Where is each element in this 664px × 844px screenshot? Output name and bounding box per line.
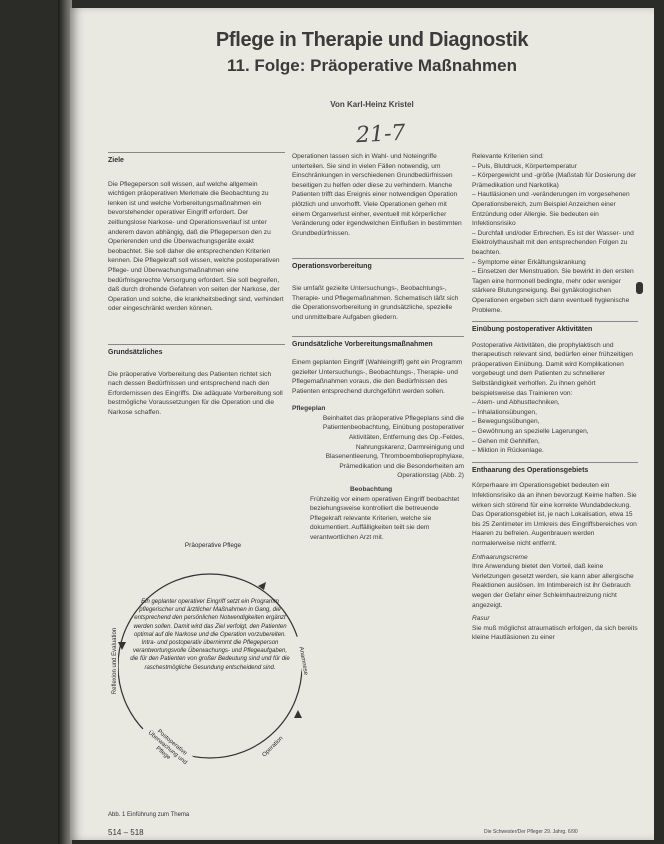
section-text-enthaarung: Körperhaare im Operationsgebiet bedeuten ein Infektionsrisiko da an ihnen bevorzugt Keime haften. Sie wirken sich störend für eine korrekte Wundabdeckung. Das Operationsgebiet ist, je nach Lokalisation, etwa 15 bis 25 Zentimeter im Umkreis des Eingriffsbereiches von Haaren zu befreien. Augenbrauen werden normalerweise nicht entfernt. (472, 482, 637, 547)
handwritten-note: 21-7 (355, 120, 407, 149)
cycle-diagram (108, 540, 313, 800)
page-number: 514 – 518 (108, 828, 144, 837)
criteria-list (472, 162, 638, 316)
list-item: – Symptome einer Erkältungskrankung (472, 258, 638, 268)
list-item: – Atem- und Abhusttechniken, (472, 398, 638, 408)
journal-footer: Die Schwester/Der Pfleger 29. Jahrg. 6/90 (484, 829, 578, 835)
section-heading-beobachtung: Beobachtung (350, 486, 393, 494)
list-item: – Inhalationsübungen, (472, 408, 638, 418)
section-text-operationsvorbereitung: Sie umfaßt gezielte Untersuchungs-, Beobachtungs-, Therapie- und Pflegemaßnahmen. Schematisch läßt sich die Operationsvorbereitung in grundsätzliche, spezielle und unmittelbare Aufgaben gliedern. (292, 284, 459, 321)
list-item: – Durchfall und/oder Erbrechen. Es ist der Wasser- und Elektrolythaushalt mit den entsprechenden Folgen zu beachten. (472, 229, 638, 258)
section-heading-grundsaetzliche-vorbereitung: Grundsätzliche Vorbereitungsmaßnahmen (292, 336, 464, 350)
cycle-arrow-2 (294, 710, 302, 718)
list-item: – Bewegungsübungen, (472, 417, 638, 427)
section-heading-pflegeplan: Pflegeplan (292, 405, 326, 413)
section-heading-einuebung: Einübung postoperativer Aktivitäten (472, 321, 638, 335)
section-heading-operationsvorbereitung: Operationsvorbereitung (292, 258, 464, 272)
list-item: – Einsetzen der Menstruation. Sie bewirkt in den ersten Tagen eine hormonell bedingte, mehr oder weniger stärkere Blutungsneigung. Bei gynäkologischen Operationen ergeben sich dann eventuell hygienische Probleme. (472, 267, 638, 315)
intro-text: Operationen lassen sich in Wahl- und Noteingriffe unterteilen. Sie sind in vielen Fällen notwendig, um Einschränkungen in verschiedenen Grundbedürfnissen beseitigen zu helfen oder diese zu verhindern. Manche Patienten trifft das Ereignis einer notwendigen Operation plötzlich und unvorhofft. Viele Operationen gehen mit einem Organverlust einher, eventuell mit körperlicher Veränderung oder irgendwelchen Einflußen in bestimmten Grundbedürfnissen. (292, 153, 462, 237)
text-rasur: Sie muß möglichst atraumatisch erfolgen, da sich bereits kleine Hautläsionen zu einer (472, 624, 638, 642)
list-item: – Hautläsionen und -veränderungen im vorgesehenen Operationsbereich, zum Beispiel Anzeichen einer Entzündung oder Allergie. Sie bedeuten ein Infektionsrisiko (472, 190, 638, 228)
figure-caption: Abb. 1 Einführung zum Thema (108, 812, 190, 818)
section-text-grundsaetzliche-vorbereitung: Einem geplanten Eingriff (Wahleingriff) geht ein Programm gezielter Untersuchungs-, Beobachtungs-, Therapie- und Pflegemaßnahmen voraus, die den Bedürfnissen des Patienten entsprechend durchgeführt werden sollen. (292, 358, 463, 395)
section-text-grundsaetzliches: Die präoperative Vorbereitung des Patienten richtet sich nach dessen Bedürfnissen und entsprechend nach den Erfordernissen des Eingriffs. Die adäquate Vorbereitung soll bestmögliche Voraussetzungen für die Operation und die Narkose schaffen. (108, 370, 283, 416)
list-item: – Körpergewicht und -größe (Maßstab für Dosierung der Prämedikation und Narkotika) (472, 171, 638, 190)
list-item: – Gehen mit Gehhilfen, (472, 437, 638, 447)
subheading-rasur: Rasur (472, 615, 490, 623)
section-text-ziele: Die Pflegeperson soll wissen, auf welche allgemein wichtigen präoperativen Merkmale die Beobachtung zu lenken ist und welche Vorbereitungsmaßnahmen ein bevorstehender operativer Eingriff erfordert. Der zeitlungslose Narkose- und Operationsverlauf ist unter anderem davon abhängig, daß die Pflegeperson den zu Operierenden und die Überwachungsgeräte exakt beobachtet. Sie soll daher die entsprechenden Kriterien kennen. Die Pflegekraft soll wissen, welche postoperativen Pflege- und Überwachungsmaßnahmen eine bedürfnisgerechte Versorgung erfordert. Sie soll begreifen, daß durch drohende Gefahren von seiten der Narkose, der Operation und solche, die krankheitsbedingt sind, verhindert oder eingeschränkt werden können. (108, 180, 284, 313)
list-item: – Gewöhnung an spezielle Lagerungen, (472, 427, 638, 437)
label-praeoperative-pflege: Präoperative Pflege (178, 542, 248, 550)
label-anamnese: Anamnese (296, 636, 311, 686)
section-text-beobachtung: Frühzeitig vor einem operativen Eingriff beobachtet beziehungsweise kontrolliert die betreuende Pflegekraft relevante Kriterien, welche sie dokumentiert. Auffälligkeiten teilt sie dem verantwortlichen Arzt mit. (310, 495, 460, 541)
section-heading-enthaarung: Enthaarung des Operationsgebiets (472, 462, 638, 476)
article-subtitle: 11. Folge: Präoperative Maßnahmen (226, 56, 518, 75)
diagram-center-text: Ein geplanter operativer Eingriff setzt ein Programm pflegerischer und ärztlicher Maßnahmen in Gang, die entsprechend den persönlichen Notwendigkeiten ergänzt werden sollen. Damit wird das Ziel verfolgt, den Patienten optimal auf die Narkose und die Operation vorzubereiten. Intra- und postoperativ übernimmt die Pflegeperson verantwortungsvolle Überwachungs- und Pflegeaufgaben, die für den Patienten von großer Bedeutung sind und für die raschestmögliche Gesundung entscheidend sind. (130, 599, 290, 671)
list-item: – Miktion in Rückenlage. (472, 446, 638, 456)
column-1 (108, 152, 285, 417)
author-line: Von Karl-Heinz Kristel (330, 100, 414, 109)
article-title: Pflege in Therapie und Diagnostik (215, 29, 529, 51)
subheading-enthaarungscreme: Enthaarungscreme (472, 553, 528, 561)
label-reflexion: Reflexion und Evaluation (112, 627, 118, 695)
column-3 (472, 152, 638, 643)
training-list (472, 398, 638, 456)
criteria-intro: Relevante Kriterien sind: (472, 153, 544, 160)
section-text-einuebung: Postoperative Aktivitäten, die prophylaktisch und therapeutisch relevant sind, bedürfen einer frühzeitigen präoperativen Einübung. Damit wird Komplikationen vorgebeugt und dem Patienten zu schnellerer Selbständigkeit verholfen. Zu ihnen gehört beispielsweise das Trainieren von: (472, 341, 633, 397)
text-enthaarungscreme: Ihre Anwendung bietet den Vorteil, daß keine Verletzungen gesetzt werden, sie kann aber allergische Reaktionen auslösen. Im Intimbereich ist ihr Gebrauch wegen der Gefahr einer Schleimhautreizung nicht angezeigt. (472, 563, 634, 609)
section-heading-ziele: Ziele (108, 152, 285, 166)
list-item: – Puls, Blutdruck, Körpertemperatur (472, 162, 638, 172)
label-operation: Operation (253, 727, 293, 767)
label-postoperative: Postoperative Überwachung und Pflege (137, 721, 198, 777)
section-heading-grundsaetzliches: Grundsätzliches (108, 344, 285, 358)
margin-mark (636, 282, 643, 294)
section-text-pflegeplan: Beinhaltet das präoperative Pflegeplans sind die Patientenbeobachtung, Einübung postoperativer Aktivitäten, Entfernung des Op.-Feldes, Nahrungskarenz, Darmreinigung und Blasenentleerung, Thromboembolieprophylaxe, Prämedikation und die Besonderheiten am Operationstag (Abb. 2) (322, 414, 464, 480)
column-2 (292, 152, 464, 543)
